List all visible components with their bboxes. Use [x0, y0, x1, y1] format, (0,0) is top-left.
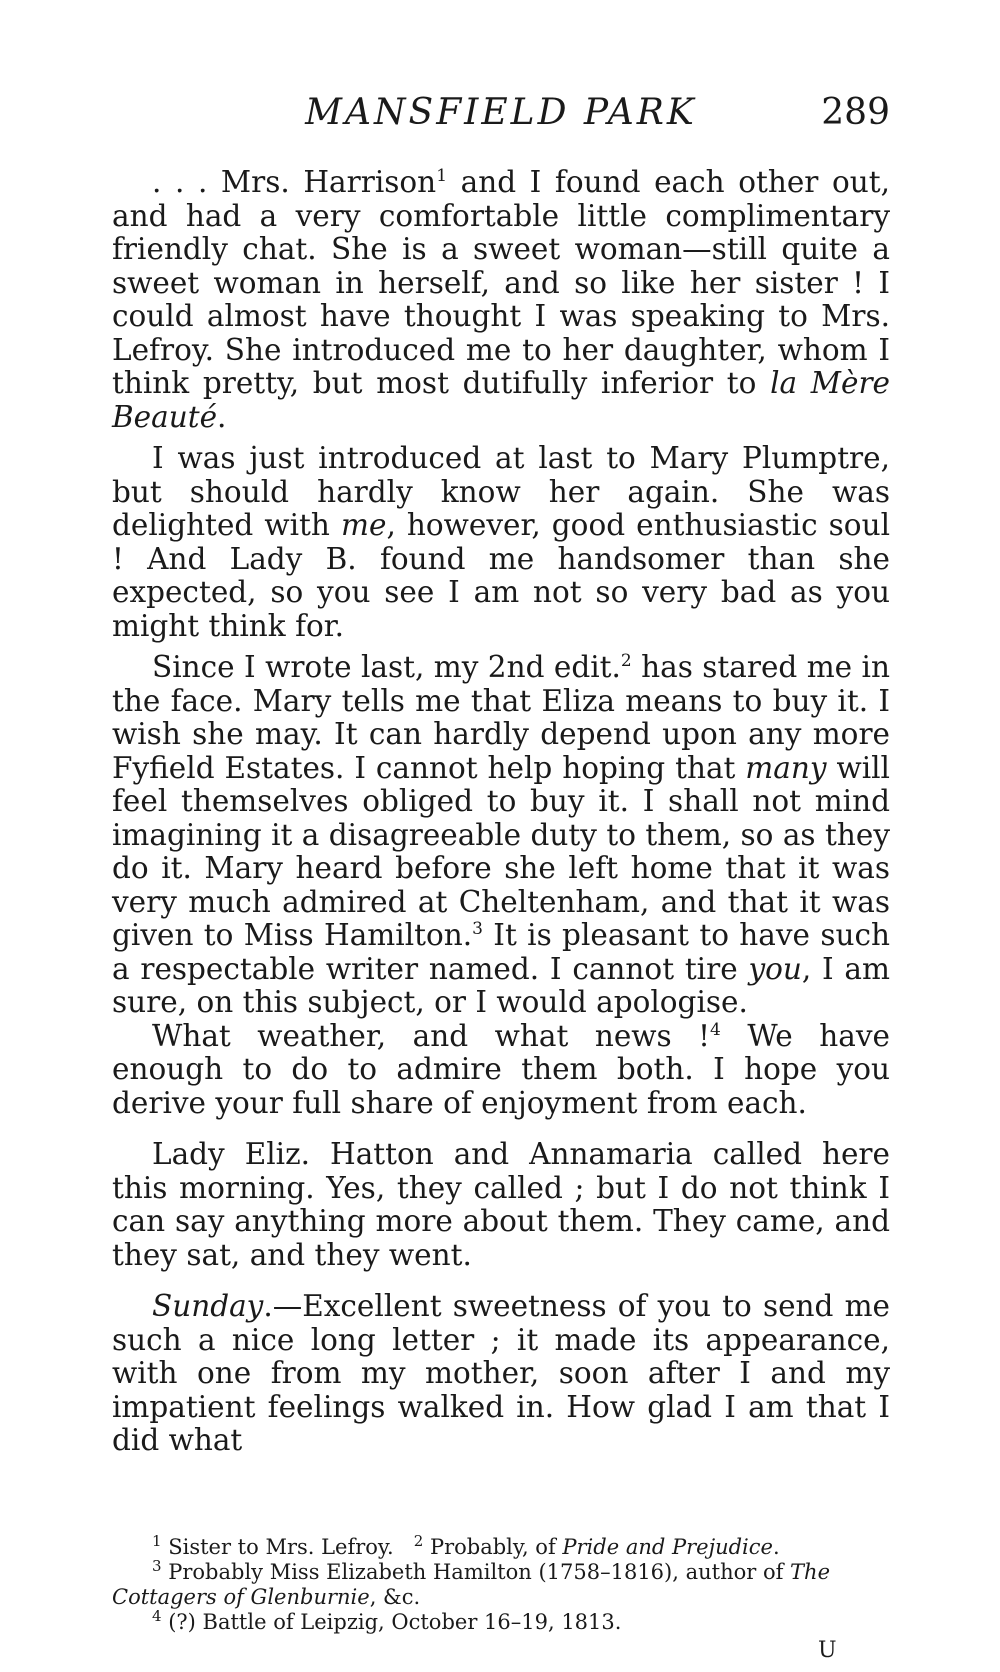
italic-word: many — [745, 750, 827, 785]
footnote-number: 1 — [152, 1532, 162, 1550]
footnote-text: , &c. — [369, 1585, 421, 1609]
paragraph-3 — [112, 651, 890, 1020]
footnote-ref: 4 — [710, 1019, 721, 1040]
footnote-3 — [112, 1557, 890, 1610]
footnote-italic: The Cottagers of Glenburnie — [112, 1560, 831, 1609]
paragraph-5 — [112, 1138, 890, 1272]
footnote-number: 4 — [152, 1607, 162, 1625]
italic-word: you — [748, 951, 802, 986]
footnote-ref: 3 — [472, 919, 483, 940]
text-run: , however, good enthusiastic soul ! And Lady B. found me handsomer than she expected, so you see I am not so very bad as you might think for. — [112, 508, 891, 643]
page-header — [112, 92, 890, 140]
footnote-text: (?) Battle of Leipzig, October 16–19, 1813. — [161, 1610, 622, 1634]
text-run: .—Excellent sweetness of you to send me such a nice long letter ; it made its appearance, with one from my mother, soon after I and my impatient feelings walked in. How glad I am that I did what — [112, 1289, 890, 1457]
text-run: . — [217, 399, 227, 434]
paragraph-2 — [112, 442, 890, 643]
text-run: and I found each other out, and had a very comfortable little complimentary friendly chat. She is a sweet woman—still quite a sweet woman in herself, and so like her sister ! I could almost have thought I was speaking to Mrs. Lefroy. She introduced me to her daughter, whom I think pretty, but most dutifully inferior to — [112, 165, 890, 400]
footnotes — [112, 1532, 890, 1635]
italic-word: me — [341, 508, 387, 542]
italic-phrase: la Mère Beauté — [112, 366, 890, 434]
footnote-italic: Pride and Prejudice — [562, 1535, 773, 1559]
paragraph-4 — [112, 1020, 890, 1121]
footnote-4 — [112, 1607, 890, 1635]
text-run: will feel themselves obliged to buy it. I shall not mind imagining it a disagreeable duty to them, so as they do it. Mary heard before she left home that it was very much admired at Cheltenham, and that it was given to Miss Hamilton. — [112, 750, 890, 952]
footnote-text: Probably Miss Elizabeth Hamilton (1758–1816), author of — [161, 1560, 791, 1584]
paragraph-1 — [112, 166, 890, 434]
footnote-text: . — [772, 1535, 780, 1559]
text-run: Lady Eliz. Hatton and Annamaria called here this morning. Yes, they called ; but I do not think I can say anything more about them. They came, and they sat, and they went. — [112, 1137, 890, 1272]
footnote-text: Probably, of — [423, 1535, 563, 1559]
text-run: has stared me in the face. Mary tells me that Eliza means to buy it. I wish she may. It can hardly depend upon any more Fyfield Estates. I cannot help hoping that — [112, 650, 890, 785]
text-run: , I am sure, on this subject, or I would apologise. — [112, 951, 890, 1019]
running-title: MANSFIELD PARK — [305, 92, 697, 133]
body-text — [112, 166, 890, 1458]
text-run: It is pleasant to have such a respectable writer named. I cannot tire — [112, 918, 890, 986]
text-run: I was just introduced at last to Mary Plumptre, but should hardly know her again. She was delighted with — [112, 441, 890, 542]
italic-word: Sunday — [152, 1289, 264, 1323]
text-run: We have enough to do to admire them both. I hope you derive your full share of enjoyment from each. — [112, 1018, 890, 1120]
paragraph-6 — [112, 1290, 890, 1458]
footnote-number: 2 — [413, 1532, 424, 1550]
footnote-ref: 2 — [620, 651, 632, 672]
page-number: 289 — [821, 92, 890, 133]
footnote-number: 3 — [152, 1557, 162, 1575]
text-run: Since I wrote last, my 2nd edit. — [152, 650, 621, 684]
signature-mark: U — [818, 1638, 837, 1663]
footnote-ref: 1 — [436, 166, 448, 187]
text-run: . . . Mrs. Harrison — [152, 165, 437, 199]
footnote-text: Sister to Mrs. Lefroy. — [161, 1535, 394, 1559]
footnote-1-2 — [112, 1532, 890, 1560]
text-run: What weather, and what news ! — [152, 1018, 711, 1053]
